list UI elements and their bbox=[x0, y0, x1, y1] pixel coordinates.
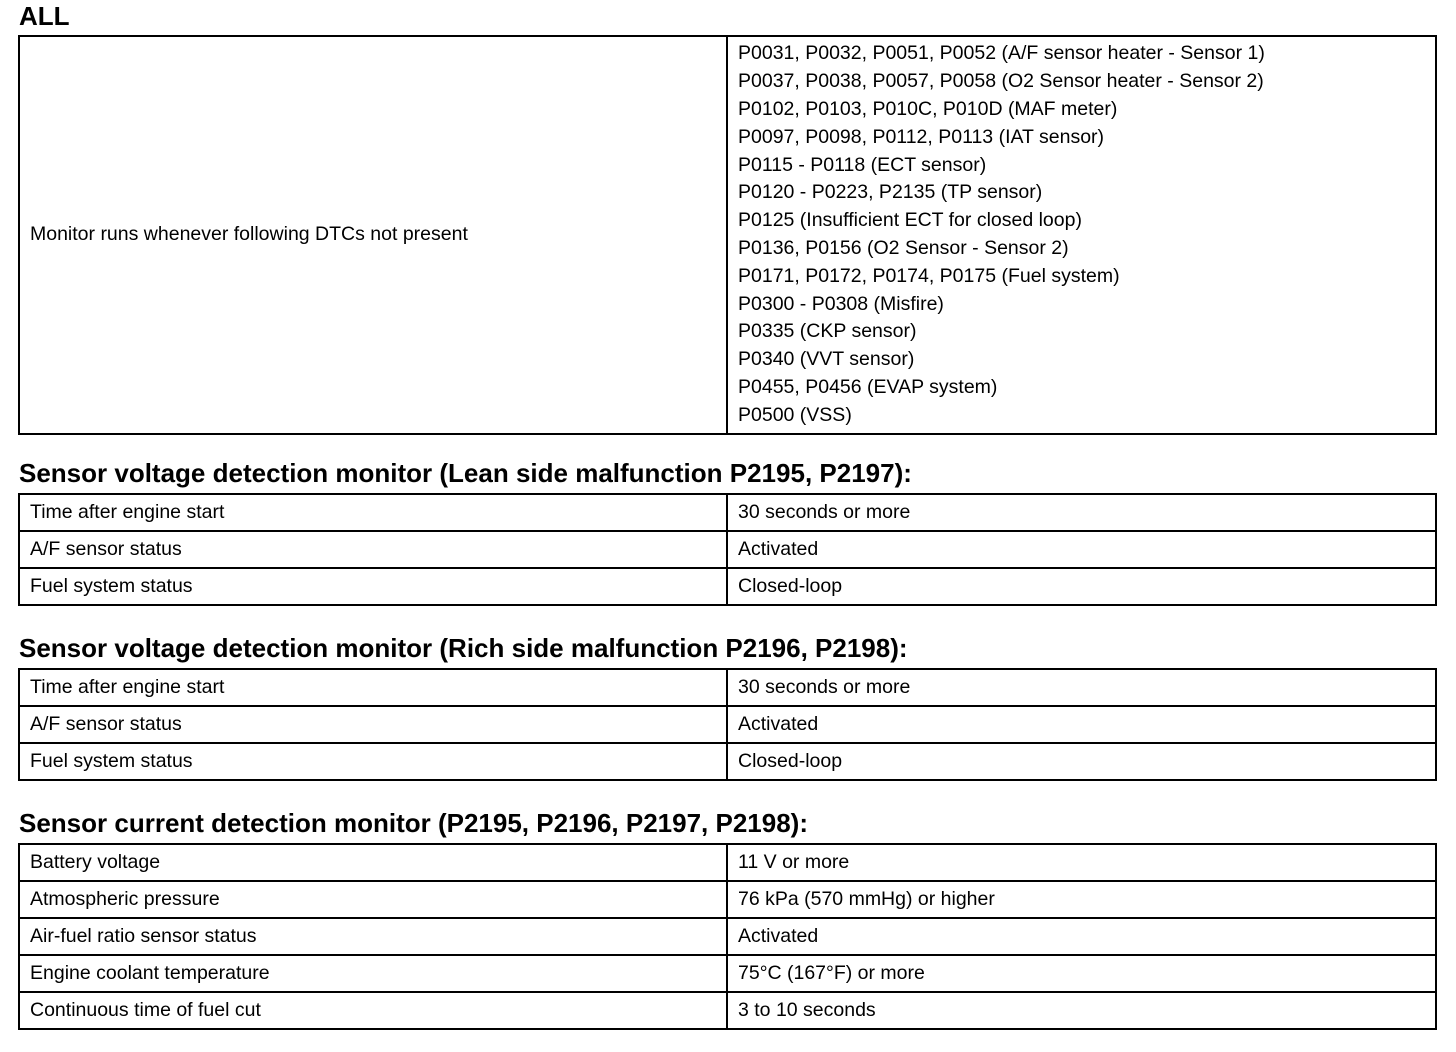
table-row bbox=[19, 568, 1436, 605]
dtc-item: P0300 - P0308 (Misfire) bbox=[738, 292, 944, 315]
table-row bbox=[19, 706, 1436, 743]
dtc-item: P0097, P0098, P0112, P0113 (IAT sensor) bbox=[738, 125, 1105, 148]
condition-value: Closed-loop bbox=[727, 568, 1436, 605]
condition-label: A/F sensor status bbox=[19, 706, 727, 743]
dtc-item: P0120 - P0223, P2135 (TP sensor) bbox=[738, 181, 1043, 204]
condition-label: Atmospheric pressure bbox=[19, 881, 727, 918]
condition-label: Continuous time of fuel cut bbox=[19, 992, 727, 1029]
condition-label: Fuel system status bbox=[19, 568, 727, 605]
condition-value: 76 kPa (570 mmHg) or higher bbox=[727, 881, 1436, 918]
section-heading-lean: Sensor voltage detection monitor (Lean side malfunction P2195, P2197): bbox=[19, 458, 912, 488]
condition-value: Activated bbox=[727, 531, 1436, 568]
table-row bbox=[19, 531, 1436, 568]
dtc-list bbox=[727, 36, 1436, 434]
condition-value: 30 seconds or more bbox=[727, 494, 1436, 531]
condition-value: 30 seconds or more bbox=[727, 669, 1436, 706]
dtc-item: P0037, P0038, P0057, P0058 (O2 Sensor heater - Sensor 2) bbox=[738, 70, 1264, 93]
condition-label: A/F sensor status bbox=[19, 531, 727, 568]
dtc-item: P0115 - P0118 (ECT sensor) bbox=[738, 153, 987, 176]
condition-value: 75°C (167°F) or more bbox=[727, 955, 1436, 992]
table-row bbox=[19, 669, 1436, 706]
dtc-item: P0455, P0456 (EVAP system) bbox=[738, 375, 998, 398]
condition-value: Activated bbox=[727, 918, 1436, 955]
dtc-item: P0136, P0156 (O2 Sensor - Sensor 2) bbox=[738, 237, 1069, 259]
dtc-item: P0125 (Insufficient ECT for closed loop) bbox=[738, 209, 1082, 232]
condition-label: Time after engine start bbox=[19, 669, 727, 706]
table-row bbox=[19, 494, 1436, 531]
section-heading-current: Sensor current detection monitor (P2195, P2196, P2197, P2198): bbox=[19, 808, 808, 838]
condition-label: Fuel system status bbox=[19, 743, 727, 780]
dtc-item: P0102, P0103, P010C, P010D (MAF meter) bbox=[738, 98, 1118, 121]
table-row bbox=[19, 955, 1436, 992]
table-row bbox=[19, 743, 1436, 780]
current-monitor-table bbox=[18, 843, 1437, 1030]
lean-monitor-table bbox=[18, 493, 1437, 606]
condition-label: Monitor runs whenever following DTCs not present bbox=[19, 36, 727, 434]
dtc-item: P0340 (VVT sensor) bbox=[738, 348, 915, 371]
rich-monitor-table bbox=[18, 668, 1437, 781]
dtc-item: P0500 (VSS) bbox=[738, 403, 852, 426]
table-row bbox=[19, 844, 1436, 881]
dtc-item: P0171, P0172, P0174, P0175 (Fuel system) bbox=[738, 264, 1120, 287]
table-row bbox=[19, 918, 1436, 955]
table-row bbox=[19, 881, 1436, 918]
condition-value: Closed-loop bbox=[727, 743, 1436, 780]
condition-label: Air-fuel ratio sensor status bbox=[19, 918, 727, 955]
table-row bbox=[19, 36, 1436, 434]
section-heading-all: ALL bbox=[19, 1, 70, 31]
condition-value: 11 V or more bbox=[727, 844, 1436, 881]
dtc-exclusion-table bbox=[18, 35, 1437, 435]
section-heading-rich: Sensor voltage detection monitor (Rich side malfunction P2196, P2198): bbox=[19, 633, 908, 663]
dtc-item: P0031, P0032, P0051, P0052 (A/F sensor heater - Sensor 1) bbox=[738, 42, 1265, 65]
condition-value: 3 to 10 seconds bbox=[727, 992, 1436, 1029]
table-row bbox=[19, 992, 1436, 1029]
condition-value: Activated bbox=[727, 706, 1436, 743]
condition-label: Engine coolant temperature bbox=[19, 955, 727, 992]
condition-label: Time after engine start bbox=[19, 494, 727, 531]
condition-label: Battery voltage bbox=[19, 844, 727, 881]
dtc-item: P0335 (CKP sensor) bbox=[738, 320, 917, 343]
